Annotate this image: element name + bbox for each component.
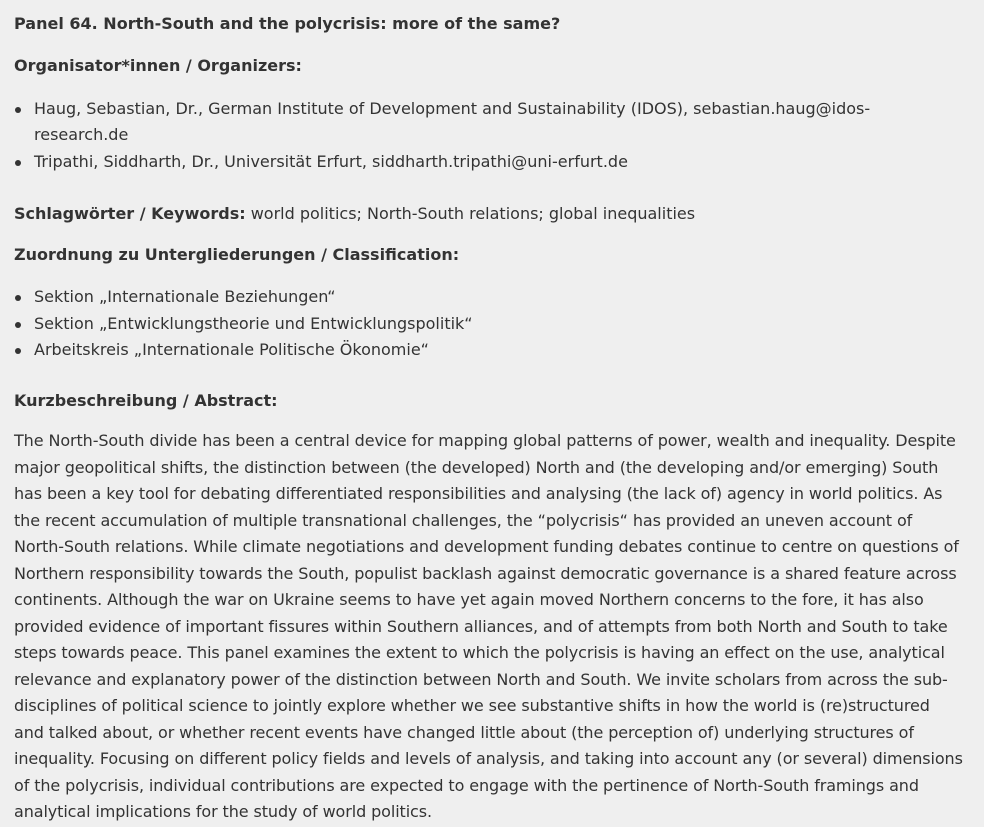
classification-text: Sektion „Entwicklungstheorie und Entwicklungspolitik“ xyxy=(34,313,473,333)
organizer-item xyxy=(34,96,964,149)
keywords-line xyxy=(14,201,964,228)
bullet-icon xyxy=(15,160,21,166)
classification-item xyxy=(34,311,964,338)
bullet-icon xyxy=(15,322,21,328)
organizers-list xyxy=(14,96,964,176)
keywords-value: world politics; North-South relations; global inequalities xyxy=(245,204,696,223)
keywords-label: Schlagwörter / Keywords: xyxy=(14,204,246,223)
panel-title: Panel 64. North-South and the polycrisis: more of the same? xyxy=(14,14,561,33)
classification-list xyxy=(14,284,964,364)
classification-item xyxy=(34,337,964,364)
organizers-heading: Organisator*innen / Organizers: xyxy=(14,56,302,75)
bullet-icon xyxy=(15,107,21,113)
abstract-heading: Kurzbeschreibung / Abstract: xyxy=(14,390,278,410)
bullet-icon xyxy=(15,348,21,354)
abstract-text: The North-South divide has been a central device for mapping global patterns of power, wealth and inequality. Despite major geopolitical shifts, the distinction between (the developed) North and (the developing and/or emerging) South has been a key tool for debating differentiated responsibilities and analysing (the lack of) agency in world politics. As the recent accumulation of multiple transnational challenges, the “polycrisis“ has provided an uneven account of North-South relations. While climate negotiations and development funding debates continue to centre on questions of Northern responsibility towards the South, populist backlash against democratic governance is a shared feature across continents. Although the war on Ukraine seems to have yet again moved Northern concerns to the fore, it has also provided evidence of important fissures within Southern alliances, and of attempts from both North and South to take steps towards peace. This panel examines the extent to which the polycrisis is having an effect on the use, analytical relevance and explanatory power of the distinction between North and South. We invite scholars from across the sub-disciplines of political science to jointly explore whether we see substantive shifts in how the world is (re)structured and talked about, or whether recent events have changed little about (the perception of) underlying structures of inequality. Focusing on different policy fields and levels of analysis, and taking into account any (or several) dimensions of the polycrisis, individual contributions are expected to engage with the pertinence of North-South framings and analytical implications for the study of world politics. xyxy=(14,431,963,821)
classification-text: Arbeitskreis „Internationale Politische Ökonomie“ xyxy=(34,340,429,359)
organizer-text: Tripathi, Siddharth, Dr., Universität Erfurt, siddharth.tripathi@uni-erfurt.de xyxy=(34,151,628,171)
organizer-text: Haug, Sebastian, Dr., German Institute of Development and Sustainability (IDOS), sebastian.haug@idos-research.de xyxy=(34,98,871,144)
classification-text: Sektion „Internationale Beziehungen“ xyxy=(34,287,336,306)
classification-heading: Zuordnung zu Untergliederungen / Classification: xyxy=(14,244,460,264)
bullet-icon xyxy=(15,295,21,301)
classification-item xyxy=(34,284,964,311)
organizer-item xyxy=(34,149,964,176)
